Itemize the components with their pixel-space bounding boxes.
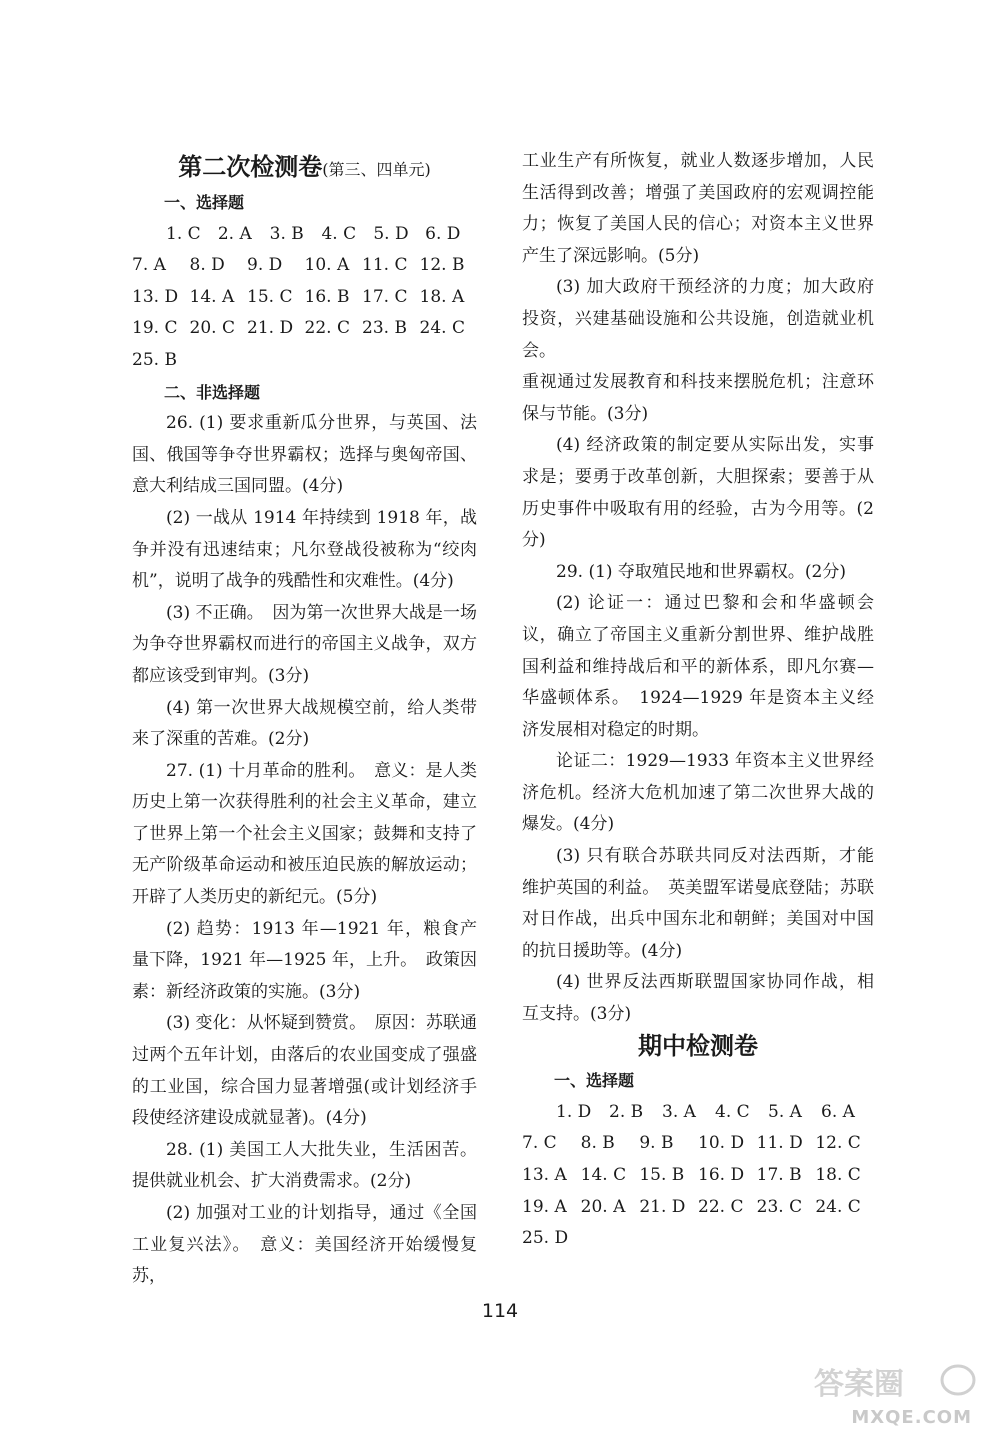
choice-row: [132, 219, 477, 251]
choice-answer: 10. A: [304, 255, 350, 276]
choice-row: [522, 1128, 874, 1160]
choice-answer: 5. D: [373, 223, 409, 244]
non-choice-heading: 二、非选择题: [164, 382, 261, 402]
choice-answer: 1. C: [166, 223, 201, 244]
choice-answer: 22. C: [698, 1196, 744, 1217]
choice-answer: 9. B: [639, 1133, 674, 1154]
choice-answer: 25. D: [522, 1228, 569, 1249]
choice-answer: 20. A: [580, 1196, 626, 1217]
midterm-choice-heading: 一、选择题: [554, 1071, 635, 1091]
choice-answer: 12. C: [815, 1133, 861, 1154]
watermark-url: MXQE.COM: [851, 1407, 972, 1428]
choice-heading: 一、选择题: [164, 193, 245, 212]
choice-row: [522, 1223, 874, 1255]
midterm-title: [522, 1031, 874, 1066]
answer-paragraph: (2) 加强对工业的计划指导，通过《全国工业复兴法》。 意义：美国经济开始缓慢复苏，: [132, 1203, 477, 1287]
choice-answer: 4. C: [715, 1101, 750, 1122]
choice-answer: 18. A: [419, 286, 465, 307]
choice-answer: 19. C: [132, 318, 178, 339]
section-title-sub: (第三、四单元): [322, 160, 431, 179]
choice-answer: 21. D: [639, 1196, 686, 1217]
midterm-title-text: 期中检测卷: [638, 1031, 758, 1060]
choice-answer: 11. D: [756, 1133, 803, 1154]
choice-answer: 14. A: [189, 286, 235, 307]
choice-answers: [132, 219, 477, 377]
answer-paragraph: (2) 趋势：1913 年—1921 年，粮食产量下降，1921 年—1925 年，上升。 政策因素：新经济政策的实施。(3分): [132, 918, 477, 1002]
choice-answer: 2. A: [217, 223, 252, 244]
choice-answer: 20. C: [189, 318, 235, 339]
answer-paragraph: (3) 不正确。 因为第一次世界大战是一场为争夺世界霸权而进行的帝国主义战争，双方都应该受到审判。(3分): [132, 602, 477, 686]
choice-answer: 12. B: [419, 255, 465, 276]
answer-paragraph: 重视通过发展教育和科技来摆脱危机；注意环保与节能。(3分): [522, 372, 874, 424]
choice-answer: 1. D: [556, 1101, 592, 1122]
choice-answer: 25. B: [132, 349, 177, 370]
choice-answer: 16. B: [304, 286, 350, 307]
choice-answer: 21. D: [247, 318, 294, 339]
right-column: [522, 146, 874, 1255]
answer-paragraph: 27. (1) 十月革命的胜利。 意义：是人类历史上第一次获得胜利的社会主义革命，建立了世界上第一个社会主义国家；鼓舞和支持了无产阶级革命运动和被压迫民族的解放运动；开辟了人类历史的新纪元。(5分): [132, 760, 477, 908]
choice-answer: 22. C: [304, 318, 350, 339]
choice-row: [132, 313, 477, 345]
choice-row: [522, 1097, 874, 1129]
choice-answer: 13. A: [522, 1165, 567, 1185]
choice-answer: 7. A: [132, 255, 166, 276]
choice-answer: 6. A: [821, 1101, 855, 1122]
watermark-logo-text: 答案圈: [814, 1367, 904, 1402]
choice-answer: 3. A: [662, 1101, 696, 1122]
answer-paragraph: 28. (1) 美国工人大批失业，生活困苦。提供就业机会、扩大消费需求。(2分): [132, 1139, 477, 1192]
choice-answer: 19. A: [522, 1196, 567, 1217]
answer-paragraph: (2) 论证一：通过巴黎和会和华盛顿会议，确立了帝国主义重新分割世界、维护战胜国利益和维持战后和平的新体系，即凡尔赛—华盛顿体系。 1924—1929 年是资本主义经济发展相对稳定的时期。: [522, 593, 874, 740]
choice-answer: 9. D: [247, 255, 283, 276]
answer-paragraph: 工业生产有所恢复，就业人数逐步增加，人民生活得到改善；增强了美国政府的宏观调控能力；恢复了美国人民的信心；对资本主义世界产生了深远影响。(5分): [522, 151, 874, 266]
choice-answer: 18. C: [815, 1165, 861, 1185]
choice-answer: 23. C: [756, 1196, 803, 1217]
left-column: [132, 150, 477, 1293]
choice-row: [522, 1192, 874, 1224]
choice-answer: 23. B: [362, 318, 407, 339]
choice-answer: 16. D: [698, 1165, 745, 1185]
section-title: [132, 150, 477, 187]
answer-paragraph: (4) 第一次世界大战规模空前，给人类带来了深重的苦难。(2分): [132, 697, 477, 750]
choice-row: [132, 345, 477, 377]
choice-answer: 10. D: [698, 1133, 745, 1154]
choice-answer: 11. C: [362, 255, 408, 276]
choice-answer: 8. D: [189, 255, 225, 276]
choice-answer: 14. C: [580, 1165, 627, 1185]
choice-answer: 24. C: [815, 1196, 861, 1217]
answer-paragraph: (4) 世界反法西斯联盟国家协同作战，相互支持。(3分): [522, 972, 874, 1025]
answer-paragraph: 论证二：1929—1933 年资本主义世界经济危机。经济大危机加速了第二次世界大战的爆发。(4分): [522, 751, 874, 835]
answer-paragraph: (2) 一战从 1914 年持续到 1918 年，战争并没有迅速结束；凡尔登战役被称为“绞肉机”，说明了战争的残酷性和灾难性。(4分): [132, 507, 477, 592]
answer-paragraph: (3) 变化：从怀疑到赞赏。 原因：苏联通过两个五年计划，由落后的农业国变成了强盛的工业国，综合国力显著增强(或计划经济手段使经济建设成就显著)。(4分): [132, 1013, 477, 1129]
choice-answer: 7. C: [522, 1133, 557, 1154]
choice-row: [132, 282, 477, 314]
page-number: 114: [481, 1300, 519, 1322]
choice-answer: 3. B: [269, 223, 304, 244]
choice-answer: 15. C: [247, 286, 293, 307]
choice-row: [522, 1160, 874, 1192]
choice-answer: 5. A: [768, 1101, 802, 1122]
choice-answer: 15. B: [639, 1165, 685, 1185]
choice-answer: 4. C: [321, 223, 357, 244]
answer-paragraph: 29. (1) 夺取殖民地和世界霸权。(2分): [556, 561, 847, 582]
choice-answer: 24. C: [419, 318, 465, 339]
choice-answer: 2. B: [609, 1101, 644, 1122]
choice-answer: 17. C: [362, 286, 408, 307]
choice-answer: 6. D: [425, 223, 461, 244]
midterm-choice-answers: [522, 1097, 874, 1255]
answer-paragraph: (3) 加大政府干预经济的力度；加大政府投资，兴建基础设施和公共设施，创造就业机会。: [522, 277, 874, 361]
answer-paragraph: 26. (1) 要求重新瓜分世界，与英国、法国、俄国等争夺世界霸权；选择与奥匈帝国、意大利结成三国同盟。(4分): [132, 413, 477, 497]
choice-answer: 13. D: [132, 286, 179, 307]
answer-paragraph: (4) 经济政策的制定要从实际出发，实事求是；要勇于改革创新，大胆探索；要善于从历史事件中吸取有用的经验，古为今用等。(2分): [522, 435, 874, 551]
answer-paragraph: (3) 只有联合苏联共同反对法西斯，才能维护英国的利益。 英美盟军诺曼底登陆；苏联对日作战，出兵中国东北和朝鲜；美国对中国的抗日援助等。(4分): [522, 846, 874, 961]
choice-answer: 8. B: [580, 1133, 615, 1154]
choice-answer: 17. B: [756, 1165, 802, 1185]
section-title-main: 第二次检测卷: [178, 153, 323, 181]
choice-row: [132, 250, 477, 282]
